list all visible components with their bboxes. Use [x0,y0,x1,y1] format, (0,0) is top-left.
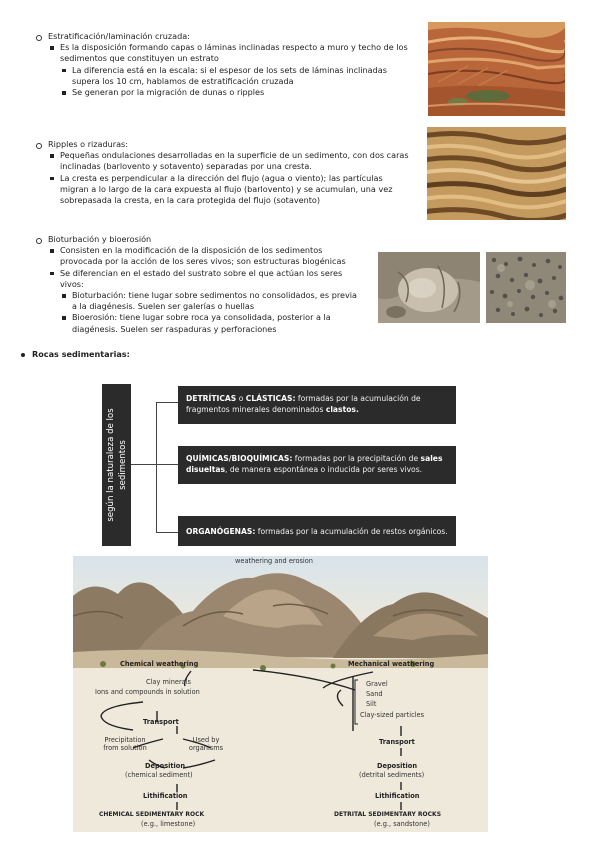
fig-mechanical-weathering: Mechanical weathering [348,660,435,668]
fig-precipitation: Precipitation from solution [103,736,147,752]
fig-lithification-left: Lithification [143,792,188,800]
fig-deposition-right: Deposition [377,762,418,770]
connector-branch-2 [156,464,178,465]
estratificacion-subpoint-2: Se generan por la migración de dunas o ripples [60,87,416,98]
estratificacion-subpoint-1: La diferencia está en la escala: si el espesor de los sets de láminas inclinadas supera los 10 cm, hablamos de estratificación cruzada [60,65,416,87]
fig-transport-right: Transport [379,738,415,746]
fig-chemical-example: (e.g., limestone) [141,820,196,828]
estratificacion-title: Estratificación/laminación cruzada: [48,31,190,41]
ripples-point-1: Pequeñas ondulaciones desarrolladas en la superficie de un sedimento, con dos caras inclinadas (barlovento y sotavento) separadas por una cresta. [48,150,410,172]
bioturbacion-point-2: Se diferencian en el estado del sustrato sobre el que actúan los seres vivos: Bioturbación: tiene lugar sobre sedimentos no consolidados, es previa a la diagénesis. Suelen ser galerías o huellas Bioerosión: tiene lugar sobre roca ya consolidada, posterior a la diagénesis. Suelen ser raspaduras y perforaciones [48,268,364,335]
section-ripples [34,139,410,206]
sedimentary-rock-figure [73,556,488,832]
bioturbacion-subpoint-2: Bioerosión: tiene lugar sobre roca ya consolidada, posterior a la diagénesis. Suelen ser raspaduras y perforaciones [60,312,364,334]
section-bioturbacion [34,234,364,335]
connector-branch-1 [156,402,178,403]
bullet-estratificacion [34,31,416,98]
ripples-title: Ripples o rizaduras: [48,139,128,149]
box-detriticas: DETRÍTICAS o CLÁSTICAS: formadas por la acumulación de fragmentos minerales denominados clastos. [178,386,456,424]
rocas-heading: Rocas sedimentarias: [20,349,220,360]
classification-root [102,384,131,546]
fig-silt: Silt [366,700,377,708]
box-organogenas: ORGANÓGENAS: formadas por la acumulación de restos orgánicos. [178,516,456,546]
fig-ions: Ions and compounds in solution [95,688,200,696]
fig-lithification-right: Lithification [375,792,420,800]
connector-vertical [156,402,157,532]
fig-sand: Sand [366,690,383,698]
estratificacion-point: Es la disposición formando capas o láminas inclinadas respecto a muro y techo de los sedimentos que constituyen un estrato La diferencia está en la escala: si el espesor de los sets de láminas inclinadas supera los 10 cm, hablamos de estratificación cruzada Se generan por la migración de dunas o ripples [48,42,416,98]
connector-branch-3 [156,532,178,533]
fig-detrital-example: (e.g., sandstone) [374,820,430,828]
fig-weathering-erosion: weathering and erosion [235,557,313,565]
section-estratificacion [34,31,416,98]
connector-horizontal [131,464,156,465]
fig-deposition-left: Deposition [145,762,186,770]
fig-detrital-sediments: (detrital sediments) [359,771,425,779]
fig-detrital-rock: DETRITAL SEDIMENTARY ROCKS [334,811,442,818]
ripples-point-2: La cresta es perpendicular a la dirección del flujo (agua o viento); las partículas migran a lo largo de la cara expuesta al flujo (barlovento) y se acumulan, una vez sobrepasada la cresta, en la cara protegida del flujo (sotavento) [48,173,410,207]
bullet-bioturbacion [34,234,364,335]
ripples-photo [427,127,566,220]
bioerosion-photo [486,252,566,323]
fig-chemical-weathering: Chemical weathering [120,660,199,668]
bioturbacion-point-1: Consisten en la modificación de la disposición de los sedimentos provocada por la acción de los seres vivos; son estructuras biogénicas [48,245,364,267]
fig-organisms: Used by organisms [188,736,224,752]
bioturbation-photo [378,252,480,323]
fig-gravel: Gravel [366,680,388,688]
fig-transport-left: Transport [143,718,179,726]
bioturbacion-title: Bioturbación y bioerosión [48,234,152,244]
cross-bedding-photo [428,22,565,116]
box-quimicas: QUÍMICAS/BIOQUÍMICAS: formadas por la precipitación de sales disueltas, de manera espontánea o inducida por seres vivos. [178,446,456,484]
classification-root-label: según la naturaleza de los sedimentos [105,408,128,522]
fig-chemical-sediment: (chemical sediment) [125,771,193,779]
fig-clay-particles: Clay-sized particles [360,711,425,719]
fig-clay-minerals: Clay minerals [146,678,191,686]
bioturbacion-subpoint-1: Bioturbación: tiene lugar sobre sedimentos no consolidados, es previa a la diagénesis. Suelen ser galerías o huellas [60,290,364,312]
bullet-ripples [34,139,410,206]
fig-chemical-rock: CHEMICAL SEDIMENTARY ROCK [99,811,205,818]
